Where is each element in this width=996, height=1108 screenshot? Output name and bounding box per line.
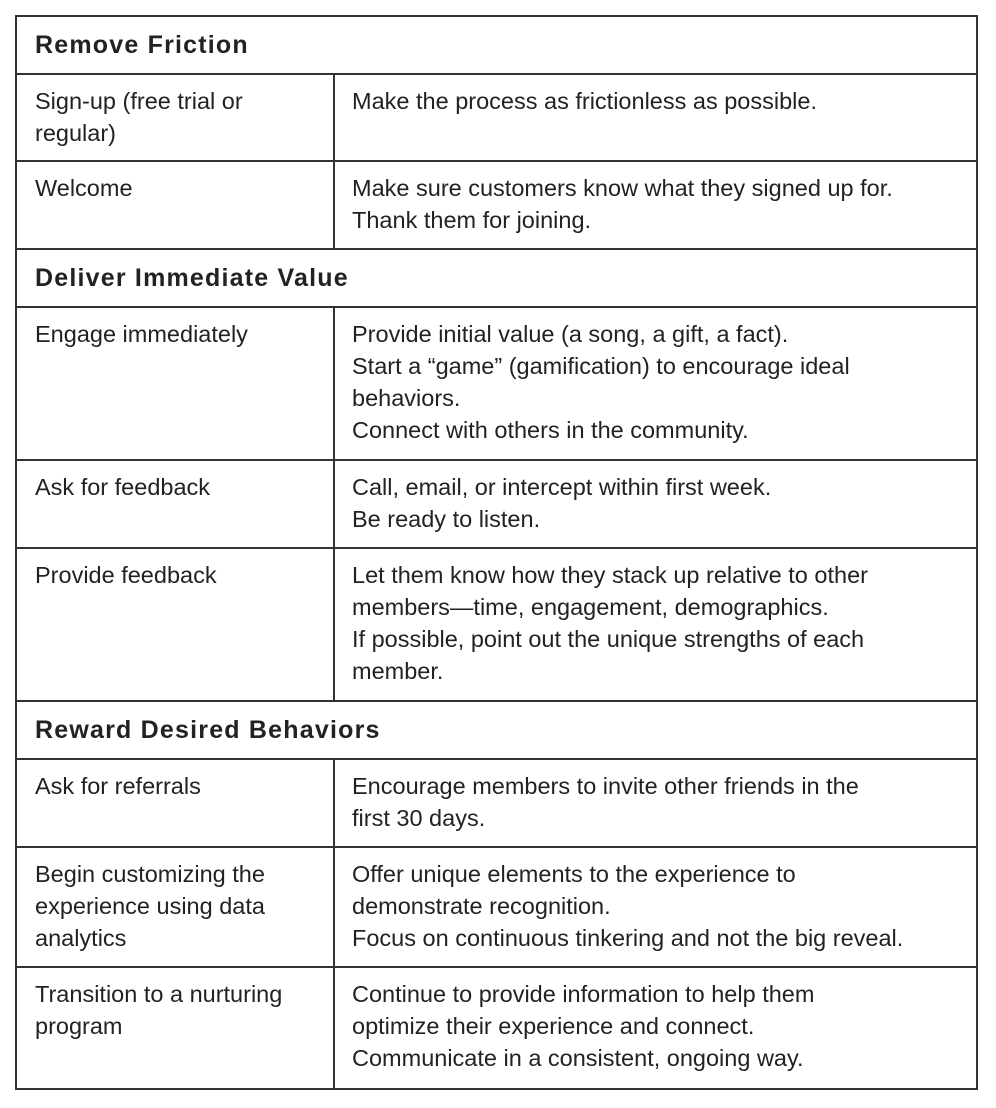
row-description-cell bbox=[335, 760, 976, 846]
row-label-line: analytics bbox=[35, 925, 127, 951]
row-label-cell bbox=[17, 848, 335, 966]
row-label-line: Engage immediately bbox=[35, 321, 248, 347]
section-header: Remove Friction bbox=[17, 17, 976, 75]
row-label-cell bbox=[17, 760, 335, 846]
row-description-line: Be ready to listen. bbox=[352, 506, 541, 532]
row-label-cell bbox=[17, 308, 335, 459]
row-description-line: first 30 days. bbox=[352, 805, 486, 831]
row-description-cell bbox=[335, 968, 976, 1088]
table-row bbox=[17, 461, 976, 549]
row-description-line: Thank them for joining. bbox=[352, 207, 592, 233]
section-header: Reward Desired Behaviors bbox=[17, 702, 976, 760]
onboarding-table bbox=[15, 15, 978, 1090]
row-description-line: Encourage members to invite other friends in the bbox=[352, 773, 859, 799]
row-description-line: Let them know how they stack up relative to other bbox=[352, 562, 868, 588]
row-description-cell bbox=[335, 75, 976, 160]
row-description-cell bbox=[335, 549, 976, 700]
row-description-cell bbox=[335, 162, 976, 248]
table-row bbox=[17, 848, 976, 968]
row-description-line: optimize their experience and connect. bbox=[352, 1013, 755, 1039]
row-description-cell bbox=[335, 461, 976, 547]
row-label-line: regular) bbox=[35, 120, 116, 146]
row-description-line: Offer unique elements to the experience to bbox=[352, 861, 796, 887]
row-description-line: Provide initial value (a song, a gift, a fact). bbox=[352, 321, 789, 347]
row-description-line: Connect with others in the community. bbox=[352, 417, 749, 443]
row-description-cell bbox=[335, 308, 976, 459]
table-row bbox=[17, 162, 976, 250]
row-label-cell bbox=[17, 75, 335, 160]
row-description-line: members—time, engagement, demographics. bbox=[352, 594, 829, 620]
row-label-line: Ask for referrals bbox=[35, 773, 201, 799]
row-description-line: Continue to provide information to help them bbox=[352, 981, 815, 1007]
row-label-line: program bbox=[35, 1013, 123, 1039]
row-description-line: Focus on continuous tinkering and not the big reveal. bbox=[352, 925, 904, 951]
row-description-line: Make sure customers know what they signed up for. bbox=[352, 175, 893, 201]
row-label-cell bbox=[17, 549, 335, 700]
row-description-line: member. bbox=[352, 658, 444, 684]
table-row bbox=[17, 75, 976, 162]
row-description-line: demonstrate recognition. bbox=[352, 893, 611, 919]
row-label-line: Provide feedback bbox=[35, 562, 217, 588]
row-label-line: Begin customizing the bbox=[35, 861, 265, 887]
row-label-line: Transition to a nurturing bbox=[35, 981, 283, 1007]
row-label-cell bbox=[17, 461, 335, 547]
table-row bbox=[17, 760, 976, 848]
row-description-line: If possible, point out the unique strengths of each bbox=[352, 626, 865, 652]
row-description-line: Start a “game” (gamification) to encourage ideal bbox=[352, 353, 850, 379]
row-label-cell bbox=[17, 162, 335, 248]
row-label-line: Ask for feedback bbox=[35, 474, 211, 500]
row-label-line: Welcome bbox=[35, 175, 133, 201]
table-row bbox=[17, 308, 976, 461]
row-description-line: Call, email, or intercept within first week. bbox=[352, 474, 772, 500]
table-row bbox=[17, 549, 976, 702]
row-label-line: Sign-up (free trial or bbox=[35, 88, 243, 114]
row-description-line: behaviors. bbox=[352, 385, 461, 411]
section-header: Deliver Immediate Value bbox=[17, 250, 976, 308]
row-label-cell bbox=[17, 968, 335, 1088]
table-row bbox=[17, 968, 976, 1088]
row-description-cell bbox=[335, 848, 976, 966]
row-description-line: Make the process as frictionless as possible. bbox=[352, 88, 817, 114]
row-label-line: experience using data bbox=[35, 893, 265, 919]
row-description-line: Communicate in a consistent, ongoing way. bbox=[352, 1045, 804, 1071]
